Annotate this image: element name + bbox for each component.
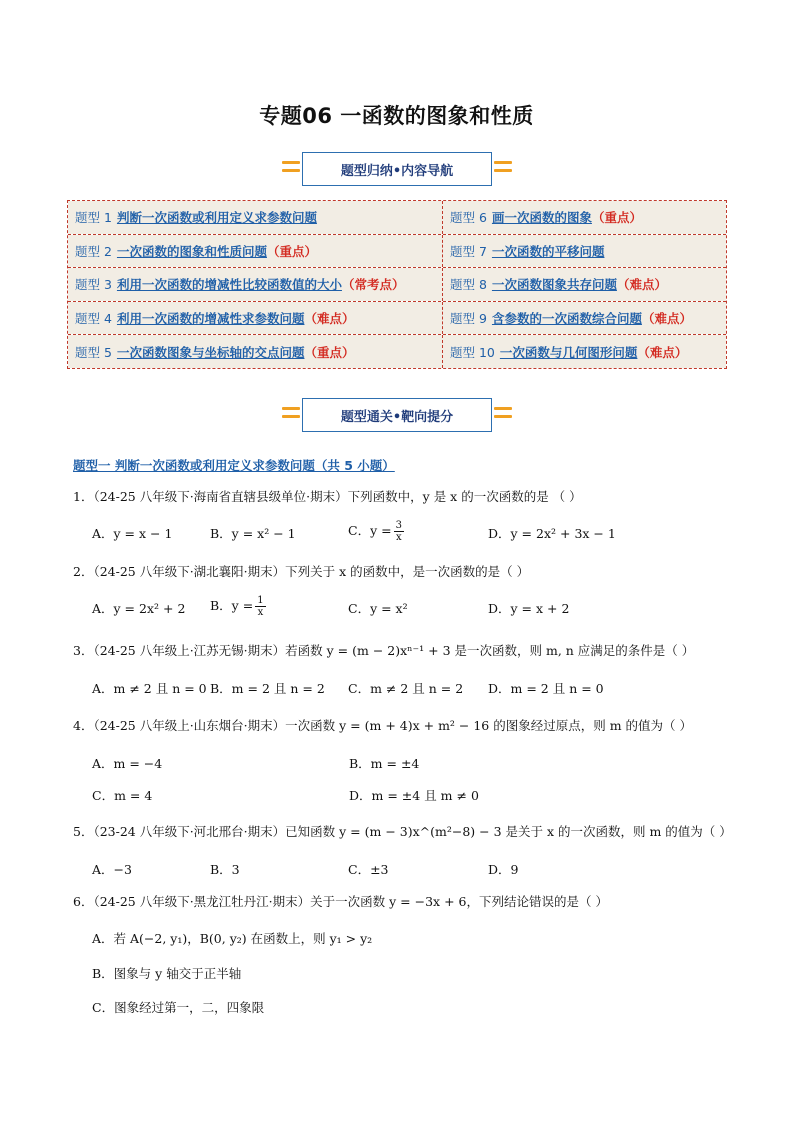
question-1-options bbox=[92, 520, 732, 544]
option-d[interactable]: D．y = x + 2 bbox=[488, 601, 570, 616]
topic-tag: （重点） bbox=[304, 344, 355, 360]
topic-link[interactable]: 一次函数的图象和性质问题 bbox=[116, 243, 267, 259]
nav-cell[interactable] bbox=[68, 302, 443, 335]
question-1-stem: 1．（24-25 八年级下·海南省直辖县级单位·期末）下列函数中，y 是 x 的一次函数的是 （ ） bbox=[73, 489, 582, 504]
topic-link[interactable]: 利用一次函数的增减性比较函数值的大小 bbox=[116, 277, 342, 293]
topic-tag: （难点） bbox=[637, 344, 688, 360]
option-b[interactable]: B．图象与 y 轴交于正半轴 bbox=[92, 966, 242, 981]
fraction-denominator: x bbox=[395, 532, 402, 543]
nav-cell[interactable] bbox=[68, 201, 443, 234]
page-title: 专题06 一函数的图象和性质 bbox=[259, 104, 534, 128]
topic-number: 题型 2 bbox=[75, 243, 112, 259]
topic-link[interactable]: 判断一次函数或利用定义求参数问题 bbox=[116, 210, 317, 226]
question-2-stem: 2．（24-25 八年级下·湖北襄阳·期末）下列关于 x 的函数中，是一次函数的是（ ） bbox=[73, 564, 530, 579]
banner-decoration-left bbox=[282, 407, 300, 423]
topic-number: 题型 7 bbox=[450, 243, 487, 259]
option-c[interactable]: C．y = x² bbox=[348, 601, 408, 616]
option-d[interactable]: D．m = ±4 且 m ≠ 0 bbox=[349, 788, 479, 803]
option-a[interactable]: A．m ≠ 2 且 n = 0 bbox=[92, 681, 207, 696]
nav-row bbox=[68, 334, 726, 368]
option-a[interactable]: A．m = −4 bbox=[92, 756, 163, 771]
topic-number: 题型 6 bbox=[450, 210, 487, 226]
nav-banner-label: 题型归纳•内容导航 bbox=[302, 152, 492, 186]
question-5-stem: 5．（23-24 八年级下·河北邢台·期末）已知函数 y = (m − 3)x^(m²−8) − 3 是关于 x 的一次函数，则 m 的值为（ ） bbox=[73, 824, 732, 839]
topic-link[interactable]: 画一次函数的图象 bbox=[491, 210, 592, 226]
topic-link[interactable]: 一次函数图象与坐标轴的交点问题 bbox=[116, 344, 305, 360]
topic-navigation-table bbox=[67, 200, 727, 369]
topic-tag: （难点） bbox=[616, 277, 667, 293]
nav-row bbox=[68, 234, 726, 268]
option-c[interactable]: C．m ≠ 2 且 n = 2 bbox=[348, 681, 464, 696]
practice-banner bbox=[0, 398, 793, 438]
option-c[interactable]: C．±3 bbox=[348, 862, 389, 877]
option-b[interactable]: B．3 bbox=[210, 862, 240, 877]
topic-link[interactable]: 利用一次函数的增减性求参数问题 bbox=[116, 311, 305, 327]
topic-tag: （难点） bbox=[304, 311, 355, 327]
nav-cell[interactable] bbox=[68, 335, 443, 368]
nav-cell[interactable] bbox=[68, 235, 443, 268]
fraction-denominator: x bbox=[257, 607, 264, 618]
option-c[interactable]: C．图象经过第一，二，四象限 bbox=[92, 1000, 265, 1015]
option-c[interactable] bbox=[348, 520, 404, 543]
nav-banner bbox=[0, 152, 793, 192]
option-b[interactable] bbox=[210, 595, 266, 618]
topic-number: 题型 5 bbox=[75, 344, 112, 360]
fraction-numerator: 3 bbox=[395, 520, 402, 531]
topic-link[interactable]: 含参数的一次函数综合问题 bbox=[491, 311, 642, 327]
option-d[interactable]: D．9 bbox=[488, 862, 519, 877]
topic-tag: （难点） bbox=[641, 311, 692, 327]
question-3-options bbox=[92, 679, 732, 699]
topic-number: 题型 10 bbox=[450, 344, 495, 360]
topic-number: 题型 1 bbox=[75, 210, 112, 226]
topic-link[interactable]: 一次函数的平移问题 bbox=[491, 243, 605, 259]
question-4-stem: 4．（24-25 八年级上·山东烟台·期末）一次函数 y = (m + 4)x + m² − 16 的图象经过原点，则 m 的值为（ ） bbox=[73, 718, 693, 733]
section-title[interactable]: 题型一 判断一次函数或利用定义求参数问题（共 5 小题） bbox=[73, 458, 395, 473]
topic-number: 题型 3 bbox=[75, 277, 112, 293]
topic-link[interactable]: 一次函数图象共存问题 bbox=[491, 277, 617, 293]
topic-tag: （常考点） bbox=[341, 277, 405, 293]
option-b[interactable]: B．m = 2 且 n = 2 bbox=[210, 681, 325, 696]
nav-row bbox=[68, 267, 726, 301]
nav-cell[interactable] bbox=[443, 235, 726, 268]
option-d[interactable]: D．y = 2x² + 3x − 1 bbox=[488, 526, 616, 541]
banner-decoration-left bbox=[282, 161, 300, 177]
option-a[interactable]: A．若 A(−2, y₁)，B(0, y₂) 在函数上，则 y₁ > y₂ bbox=[92, 931, 373, 946]
topic-number: 题型 4 bbox=[75, 311, 112, 327]
option-c[interactable]: C．m = 4 bbox=[92, 788, 153, 803]
question-6-stem: 6．（24-25 八年级下·黑龙江牡丹江·期末）关于一次函数 y = −3x + 6，下列结论错误的是（ ） bbox=[73, 894, 608, 909]
option-c-label: C．y = bbox=[348, 523, 392, 538]
topic-tag: （重点） bbox=[266, 243, 317, 259]
nav-cell[interactable] bbox=[443, 201, 726, 234]
topic-number: 题型 9 bbox=[450, 311, 487, 327]
option-a[interactable]: A．y = x − 1 bbox=[92, 526, 173, 541]
option-a[interactable]: A．y = 2x² + 2 bbox=[92, 601, 186, 616]
nav-row bbox=[68, 201, 726, 234]
practice-banner-label: 题型通关•靶向提分 bbox=[302, 398, 492, 432]
fraction bbox=[255, 595, 265, 618]
nav-cell[interactable] bbox=[443, 268, 726, 301]
topic-number: 题型 8 bbox=[450, 277, 487, 293]
option-b[interactable]: B．m = ±4 bbox=[349, 756, 420, 771]
nav-cell[interactable] bbox=[68, 268, 443, 301]
option-b[interactable]: B．y = x² − 1 bbox=[210, 526, 296, 541]
question-5-options bbox=[92, 860, 732, 880]
banner-decoration-right bbox=[494, 407, 512, 423]
topic-tag: （重点） bbox=[591, 210, 642, 226]
fraction bbox=[394, 520, 404, 543]
question-2-options bbox=[92, 595, 732, 619]
topic-link[interactable]: 一次函数与几何图形问题 bbox=[499, 344, 638, 360]
option-b-label: B．y = bbox=[210, 598, 254, 613]
nav-row bbox=[68, 301, 726, 335]
fraction-numerator: 1 bbox=[257, 595, 264, 606]
option-a[interactable]: A．−3 bbox=[92, 862, 132, 877]
option-d[interactable]: D．m = 2 且 n = 0 bbox=[488, 681, 604, 696]
question-3-stem: 3．（24-25 八年级上·江苏无锡·期末）若函数 y = (m − 2)xⁿ⁻¹ + 3 是一次函数，则 m, n 应满足的条件是（ ） bbox=[73, 643, 695, 658]
nav-cell[interactable] bbox=[443, 302, 726, 335]
nav-cell[interactable] bbox=[443, 335, 726, 368]
banner-decoration-right bbox=[494, 161, 512, 177]
